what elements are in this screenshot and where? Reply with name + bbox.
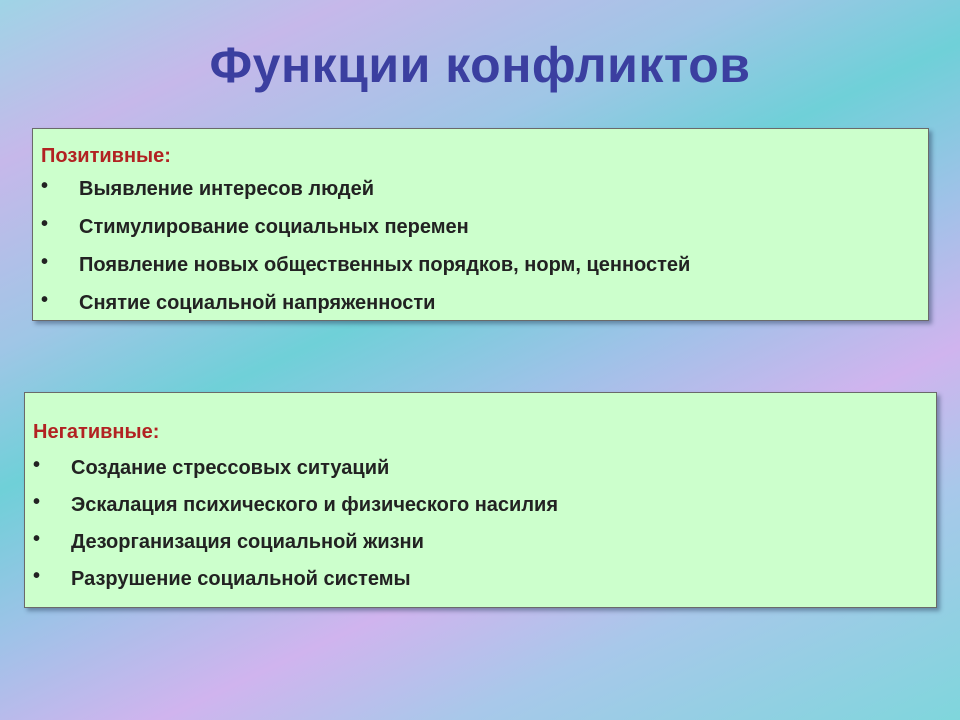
list-item — [41, 290, 928, 316]
list-item-text: Создание стрессовых ситуаций — [71, 457, 390, 479]
list-item-text: Разрушение социальной системы — [71, 568, 411, 590]
bullet-icon: • — [33, 454, 41, 476]
list-item-text: Дезорганизация социальной жизни — [71, 531, 424, 553]
list-item — [33, 492, 936, 518]
positive-functions-panel — [32, 128, 929, 321]
list-item — [33, 529, 936, 555]
slide-title: Функции конфликтов — [209, 37, 751, 93]
bullet-icon: • — [41, 251, 49, 273]
positive-list — [41, 176, 928, 316]
bullet-icon: • — [41, 213, 49, 235]
list-item-text: Появление новых общественных порядков, норм, ценностей — [79, 254, 691, 276]
list-item-text: Эскалация психического и физического насилия — [71, 494, 559, 516]
list-item — [33, 455, 936, 481]
list-item — [41, 252, 928, 278]
bullet-icon: • — [41, 175, 49, 197]
negative-heading: Негативные: — [33, 421, 160, 443]
list-item-text: Снятие социальной напряженности — [79, 292, 436, 314]
list-item — [41, 176, 928, 202]
list-item-text: Выявление интересов людей — [79, 178, 375, 200]
negative-list — [33, 455, 936, 592]
bullet-icon: • — [41, 289, 49, 311]
bullet-icon: • — [33, 491, 41, 513]
bullet-icon: • — [33, 528, 41, 550]
positive-heading: Позитивные: — [41, 145, 171, 167]
bullet-icon: • — [33, 565, 41, 587]
list-item — [33, 566, 936, 592]
list-item — [41, 214, 928, 240]
negative-functions-panel — [24, 392, 937, 608]
list-item-text: Стимулирование социальных перемен — [79, 216, 469, 238]
